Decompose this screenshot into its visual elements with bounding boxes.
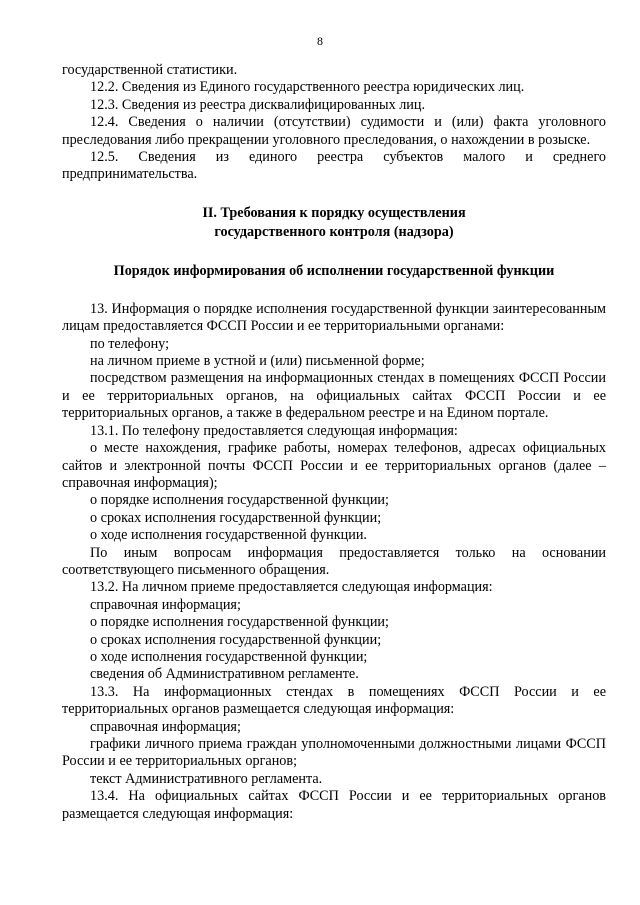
section-heading-line-1: II. Требования к порядку осуществления — [202, 204, 466, 221]
paragraph: посредством размещения на информационных стендах в помещениях ФССП России и ее территориальных органов, на официальных сайтах ФССП России и ее территориальных органов, а также в федеральном реестре и на Едином портале. — [62, 370, 606, 422]
page-number: 8 — [317, 34, 323, 48]
paragraph: графики личного приема граждан уполномоченными должностными лицами ФССП России и ее территориальных органов; — [62, 736, 606, 770]
paragraph: о сроках исполнения государственной функции; — [90, 631, 382, 648]
paragraph: о порядке исполнения государственной функции; — [90, 492, 389, 509]
paragraph: 13.3. На информационных стендах в помещениях ФССП России и ее территориальных органов размещается следующая информация: — [62, 683, 606, 718]
paragraph: 12.4. Сведения о наличии (отсутствии) судимости и (или) факта уголовного преследования либо прекращении уголовного преследования, о нахождении в розыске. — [62, 114, 606, 148]
paragraph: 12.2. Сведения из Единого государственного реестра юридических лиц. — [90, 79, 525, 96]
paragraph: По иным вопросам информация предоставляется только на основании соответствующего письменного обращения. — [62, 544, 606, 578]
section-heading-line-2: государственного контроля (надзора) — [214, 223, 454, 240]
paragraph: 13. Информация о порядке исполнения государственной функции заинтересованным лицам предоставляется ФССП России и ее территориальными органами: — [62, 300, 606, 335]
paragraph: 12.5. Сведения из единого реестра субъектов малого и среднего предпринимательства. — [62, 149, 606, 183]
section-heading — [62, 204, 606, 242]
paragraph: о порядке исполнения государственной функции; — [90, 614, 389, 631]
paragraph: на личном приеме в устной и (или) письменной форме; — [90, 353, 425, 370]
paragraph: 13.1. По телефону предоставляется следующая информация: — [90, 422, 458, 439]
paragraph: о сроках исполнения государственной функции; — [90, 509, 382, 526]
paragraph: по телефону; — [90, 335, 170, 352]
paragraph: о ходе исполнения государственной функции. — [90, 527, 367, 544]
paragraph: 13.2. На личном приеме предоставляется следующая информация: — [90, 579, 493, 596]
page-content — [62, 62, 606, 823]
paragraph: 12.3. Сведения из реестра дисквалифицированных лиц. — [90, 96, 426, 113]
paragraph: справочная информация; — [90, 596, 241, 613]
subsection-heading: Порядок информирования об исполнении государственной функции — [113, 262, 555, 279]
paragraph: о месте нахождения, графике работы, номерах телефонов, адресах официальных сайтов и электронной почты ФССП России и ее территориальных органов (далее – справочная информация); — [62, 440, 606, 491]
paragraph: справочная информация; — [90, 718, 241, 735]
paragraph: 13.4. На официальных сайтах ФССП России и ее территориальных органов размещается следующая информация: — [62, 788, 606, 822]
paragraph: о ходе исполнения государственной функции; — [90, 648, 368, 665]
paragraph: текст Административного регламента. — [90, 770, 323, 787]
paragraph: сведения об Административном регламенте. — [90, 666, 359, 683]
paragraph: государственной статистики. — [62, 62, 238, 78]
